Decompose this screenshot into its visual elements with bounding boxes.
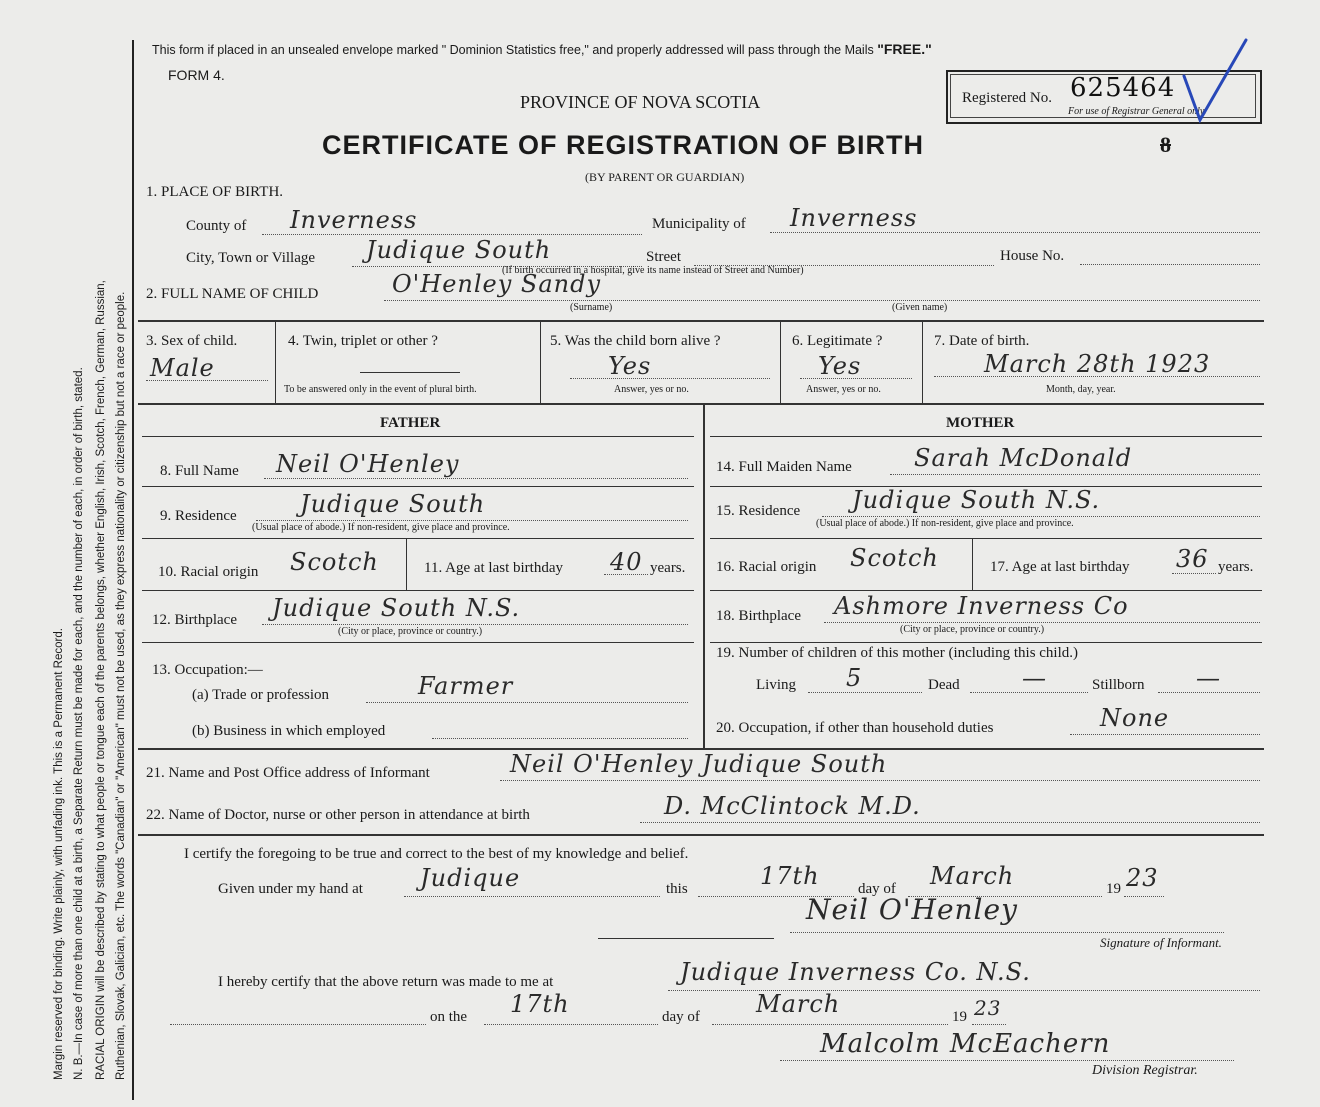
father-rule-12	[142, 642, 694, 643]
margin-note-racial-origin: RACIAL ORIGIN will be described by stating to what people or tongue each of the parents belongs, whether English, Irish, Scotch, French, German, Russian,	[95, 280, 107, 1080]
father-racial-label: 10. Racial origin	[158, 564, 259, 580]
registered-label: Registered No.	[962, 90, 1052, 106]
father-age-years: years.	[650, 560, 686, 576]
mother-name-line	[890, 474, 1260, 475]
father-name-line	[264, 478, 688, 479]
twin-label: 4. Twin, triplet or other ?	[288, 333, 438, 349]
margin-note-binding: Margin reserved for binding. Write plainly, with unfading ink. This is a Permanent Record.	[53, 628, 65, 1080]
living-label: Living	[756, 677, 796, 693]
row3-div2	[540, 320, 541, 403]
dob-value: March 28th 1923	[984, 350, 1211, 378]
mother-birthplace-label: 18. Birthplace	[716, 608, 801, 624]
place-heading: 1. PLACE OF BIRTH.	[146, 184, 284, 200]
city-value: Judique South	[366, 236, 552, 264]
house-line	[1080, 264, 1260, 265]
stillborn-line	[1158, 692, 1260, 693]
house-label: House No.	[1000, 248, 1065, 264]
mother-residence-line	[822, 516, 1260, 517]
province-title: PROVINCE OF NOVA SCOTIA	[520, 92, 761, 112]
father-birthplace-line	[262, 624, 688, 625]
mother-age-value: 36	[1176, 545, 1209, 573]
registrar-place-value: Judique Inverness Co. N.S.	[680, 958, 1031, 986]
row3-div4	[922, 320, 923, 403]
reg-day-value: 17th	[510, 990, 570, 1018]
row3-div3	[780, 320, 781, 403]
mother-racial-value: Scotch	[850, 544, 939, 572]
legit-note: Answer, yes or no.	[806, 384, 881, 395]
child-name-line	[384, 300, 1260, 301]
father-birthplace-note: (City or place, province or country.)	[338, 626, 483, 637]
living-value: 5	[846, 664, 863, 692]
registrar-signature: Malcolm McEachern	[820, 1029, 1111, 1059]
certificate-subtitle: (BY PARENT OR GUARDIAN)	[585, 170, 745, 184]
signature-label: Signature of Informant.	[1100, 935, 1222, 950]
father-birthplace-value: Judique South N.S.	[272, 594, 521, 622]
father-residence-line	[256, 520, 688, 521]
alive-label: 5. Was the child born alive ?	[550, 333, 721, 349]
father-residence-value: Judique South	[300, 490, 486, 518]
mother-age-line	[1172, 573, 1216, 574]
signature-line	[790, 932, 1224, 933]
registrar-sig-line	[780, 1060, 1234, 1061]
municipality-label: Municipality of	[652, 216, 746, 232]
reg-year-line	[972, 1024, 1006, 1025]
father-residence-label: 9. Residence	[160, 508, 237, 524]
alive-note: Answer, yes or no.	[614, 384, 689, 395]
registrar-label: Division Registrar.	[1092, 1063, 1198, 1078]
father-rule-10	[142, 590, 694, 591]
mother-racial-div	[972, 538, 973, 590]
business-line	[432, 738, 688, 739]
trade-line	[366, 702, 688, 703]
doctor-value: D. McClintock M.D.	[664, 792, 921, 820]
year-prefix: 19	[1106, 881, 1121, 897]
registrar-statement: I hereby certify that the above return was made to me at	[218, 974, 554, 990]
informant-label: 21. Name and Post Office address of Informant	[146, 765, 430, 781]
father-occupation-label: 13. Occupation:—	[152, 662, 263, 678]
given-place-value: Judique	[420, 864, 521, 892]
mother-racial-label: 16. Racial origin	[716, 559, 817, 575]
trade-label: (a) Trade or profession	[192, 687, 330, 703]
mother-rule-15	[710, 538, 1262, 539]
form-number: FORM 4.	[168, 67, 225, 83]
father-heading-rule	[142, 436, 694, 437]
given-place-line	[404, 896, 660, 897]
hospital-note: (If birth occurred in a hospital, give its name instead of Street and Number)	[502, 265, 804, 276]
mother-residence-label: 15. Residence	[716, 503, 801, 519]
mother-heading: MOTHER	[946, 415, 1015, 431]
year-value: 23	[1126, 864, 1159, 892]
mother-rule-18	[710, 642, 1262, 643]
doctor-line	[640, 822, 1260, 823]
mail-notice: This form if placed in an unsealed envelope marked " Dominion Statistics free," and properly addressed will pass through the Mails "FREE."	[152, 41, 932, 57]
reg-day-line	[484, 1024, 658, 1025]
dead-value: —	[1022, 664, 1047, 692]
margin-note-plural-birth: N. B.—In case of more than one child at a birth, a Separate Return must be made for each, and the number of each, in order of birth, stated.	[73, 367, 85, 1080]
municipality-value: Inverness	[790, 204, 918, 232]
reg-month-line	[712, 1024, 948, 1025]
row3-div1	[275, 320, 276, 403]
mother-occupation-line	[1070, 734, 1260, 735]
informant-line	[500, 780, 1260, 781]
father-name-value: Neil O'Henley	[276, 450, 460, 478]
living-line	[808, 692, 922, 693]
mother-name-label: 14. Full Maiden Name	[716, 459, 852, 475]
father-rule-8	[142, 486, 694, 487]
this-label: this	[666, 881, 688, 897]
father-racial-div	[406, 538, 407, 590]
mother-age-label: 17. Age at last birthday	[990, 559, 1130, 575]
on-the-label: on the	[430, 1009, 468, 1025]
municipality-line	[770, 232, 1260, 233]
informant-value: Neil O'Henley Judique South	[510, 750, 888, 778]
county-line	[262, 234, 642, 235]
dayof-label: day of	[858, 881, 896, 897]
mother-residence-value: Judique South N.S.	[852, 486, 1101, 514]
certify-top-rule	[138, 834, 1264, 836]
given-name-note: (Given name)	[892, 302, 948, 313]
mother-age-years: years.	[1218, 559, 1254, 575]
father-rule-9	[142, 538, 694, 539]
year-line	[1124, 896, 1164, 897]
county-label: County of	[186, 218, 247, 234]
binding-rule	[132, 40, 134, 1100]
father-heading: FATHER	[380, 415, 441, 431]
dob-note: Month, day, year.	[1046, 384, 1116, 395]
registered-number: 625464	[1070, 73, 1176, 103]
stillborn-label: Stillborn	[1092, 677, 1145, 693]
reg-year-value: 23	[974, 996, 1002, 1020]
father-racial-value: Scotch	[290, 548, 379, 576]
sex-label: 3. Sex of child.	[146, 333, 238, 349]
child-name-label: 2. FULL NAME OF CHILD	[146, 286, 319, 302]
month-value: March	[930, 862, 1015, 890]
certify-statement: I certify the foregoing to be true and correct to the best of my knowledge and belief.	[184, 846, 689, 862]
mother-occupation-label: 20. Occupation, if other than household duties	[716, 720, 994, 736]
doctor-label: 22. Name of Doctor, nurse or other person in attendance at birth	[146, 807, 530, 823]
reg-year-prefix: 19	[952, 1009, 967, 1025]
child-name-value: O'Henley Sandy	[392, 270, 602, 298]
given-label: Given under my hand at	[218, 881, 363, 897]
dob-label: 7. Date of birth.	[934, 333, 1030, 349]
mother-rule-16	[710, 590, 1262, 591]
twin-line	[360, 372, 460, 373]
children-label: 19. Number of children of this mother (including this child.)	[716, 645, 1079, 661]
mother-birthplace-note: (City or place, province or country.)	[900, 624, 1045, 635]
trade-value: Farmer	[418, 672, 514, 700]
street-label: Street	[646, 249, 681, 265]
margin-note-racial-origin-cont: Ruthenian, Slovak, Galician, etc. The words "Canadian" or "American" must not be used, as they express nationality or citizenship but not a race or people.	[115, 291, 127, 1080]
city-label: City, Town or Village	[186, 250, 316, 266]
county-value: Inverness	[290, 206, 418, 234]
surname-note: (Surname)	[570, 302, 613, 313]
corner-mark: 8	[1160, 132, 1171, 157]
row3-top-rule	[138, 320, 1264, 322]
alive-line	[570, 378, 770, 379]
mother-occupation-value: None	[1100, 704, 1170, 732]
registrar-note: For use of Registrar General only.	[1068, 106, 1207, 117]
reg-dayof-label: day of	[662, 1009, 700, 1025]
legit-label: 6. Legitimate ?	[792, 333, 883, 349]
mother-birthplace-value: Ashmore Inverness Co	[834, 592, 1129, 620]
stillborn-value: —	[1196, 664, 1221, 692]
reg-month-value: March	[756, 990, 841, 1018]
sex-value: Male	[150, 354, 215, 382]
row3-bottom-rule	[138, 403, 1264, 405]
mother-birthplace-line	[824, 622, 1260, 623]
business-label: (b) Business in which employed	[192, 723, 386, 739]
center-rule	[598, 938, 774, 939]
parents-divider	[703, 403, 705, 748]
dead-label: Dead	[928, 677, 960, 693]
father-birthplace-label: 12. Birthplace	[152, 612, 237, 628]
father-residence-note: (Usual place of abode.) If non-resident, give place and province.	[252, 522, 510, 533]
mother-residence-note: (Usual place of abode.) If non-resident, give place and province.	[816, 518, 1074, 529]
check-mark-icon	[1180, 36, 1250, 126]
father-name-label: 8. Full Name	[160, 463, 239, 479]
dead-line	[970, 692, 1088, 693]
twin-note: To be answered only in the event of plural birth.	[284, 384, 477, 395]
mother-name-value: Sarah McDonald	[914, 444, 1133, 472]
day-value: 17th	[760, 862, 820, 890]
legit-value: Yes	[818, 352, 862, 380]
on-the-prefix-line	[170, 1024, 426, 1025]
informant-signature: Neil O'Henley	[806, 893, 1018, 926]
father-age-label: 11. Age at last birthday	[424, 560, 563, 576]
certificate-title: CERTIFICATE OF REGISTRATION OF BIRTH	[322, 130, 924, 160]
alive-value: Yes	[608, 352, 652, 380]
father-age-value: 40	[610, 548, 643, 576]
mother-heading-rule	[710, 436, 1262, 437]
